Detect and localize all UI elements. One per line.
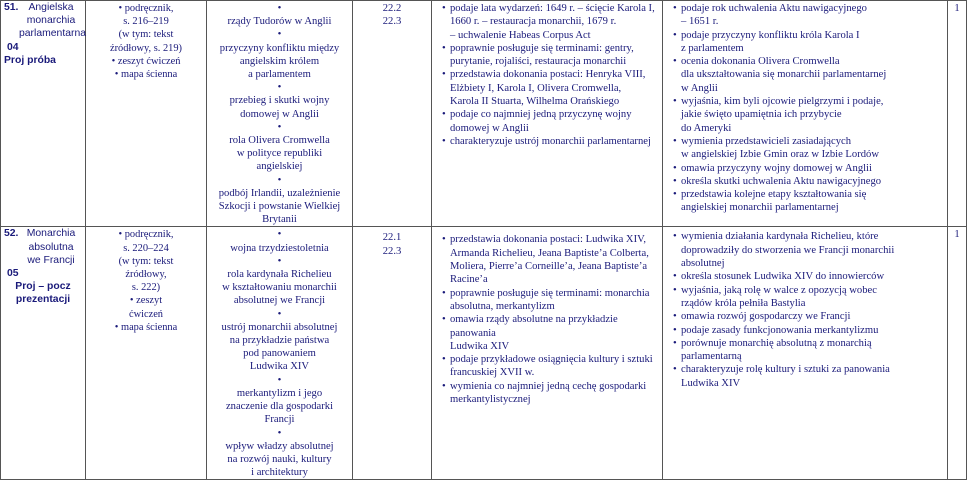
extended-requirements-list	[663, 1, 947, 215]
topic-item: na rozwój nauki, kultury	[227, 453, 332, 465]
topic-item: przebieg i skutki wojny	[229, 95, 330, 107]
hours-cell	[948, 1, 967, 227]
requirement-item: • charakteryzuje rolę kultury i sztuki za panowania	[673, 363, 945, 376]
basic-requirements-list	[432, 1, 662, 148]
requirement-item: Armanda Richelieu, Jeana Baptiste’a Colberta,	[450, 247, 649, 259]
requirement-item: Ludwika XIV	[450, 340, 510, 352]
lesson-title-line: we Francji	[27, 254, 75, 266]
requirement-item: • przedstawia dokonania postaci: Ludwika XIV,	[442, 233, 660, 246]
requirement-item: – 1651 r.	[681, 16, 719, 28]
sources-cell: • podręcznik, s. 220–224 (w tym: tekst źródłowy, s. 222) • zeszyt ćwiczeń • mapa ścienna	[86, 227, 207, 480]
requirement-item: do Ameryki	[681, 122, 732, 134]
requirement-item: • wymienia działania kardynała Richelieu, które	[673, 230, 945, 243]
lesson-cell	[1, 227, 86, 480]
requirement-item: • podaje zasady funkcjonowania merkantylizmu	[673, 324, 945, 337]
lesson-name: Proj próba	[4, 54, 56, 66]
topic-item: ustrój monarchii absolutnej	[221, 321, 338, 333]
basic-requirements-cell	[432, 1, 663, 227]
requirement-item: • określa skutki uchwalenia Aktu nawigacyjnego	[673, 175, 945, 188]
basic-requirements-list	[432, 230, 662, 406]
lesson-code: 04	[7, 41, 19, 53]
topic-item: w kształtowaniu monarchii	[222, 282, 337, 294]
topic-item: na przykładzie państwa	[229, 335, 330, 347]
source-item: ćwiczeń	[128, 308, 164, 320]
topic-item: wpływ władzy absolutnej	[225, 440, 334, 452]
requirement-item: • podaje co najmniej jedną przyczynę wojny	[442, 108, 660, 121]
hours-value: 1	[954, 229, 960, 241]
curriculum-ref: 22.2	[382, 3, 402, 14]
lesson-code: 05	[7, 268, 19, 280]
source-item: s. 220–224	[123, 242, 169, 254]
curriculum-ref: 22.1	[382, 232, 402, 244]
topic-item: Brytanii	[262, 214, 297, 226]
requirement-item: • wymienia przedstawicieli zasiadających	[673, 135, 945, 148]
source-item: zeszyt ćwiczeń	[117, 55, 181, 67]
table-row	[1, 227, 967, 480]
lesson-title-line: Angielska	[28, 2, 74, 13]
curriculum-ref: 22.3	[382, 16, 402, 28]
topic-item: pod panowaniem	[243, 348, 316, 360]
requirement-item: Elżbiety I, Karola I, Olivera Cromwella,	[450, 82, 622, 94]
source-item: źródłowy,	[125, 269, 167, 281]
requirement-item: Moliera, Pierre’a Corneille’a, Jeana Baptiste’a	[450, 261, 648, 273]
requirement-item: • podaje przyczyny konfliktu króla Karola I	[673, 29, 945, 42]
topic-item: Szkocji i powstanie Wielkiej	[218, 201, 341, 213]
topic-item: rządy Tudorów w Anglii	[227, 16, 332, 28]
topics-cell: • wojna trzydziestoletnia • rola kardynała Richelieu w kształtowaniu monarchii absolutnej we Francji • ustrój monarchii absolutnej na przykładzie państwa pod panowaniem Ludwika XIV • merkantylizm i jego znaczenie dla gospodarki Francji • wpływ władzy absolutnej na rozwój nauki, kultury i architektury	[207, 227, 353, 480]
requirement-item: • omawia rozwój gospodarczy we Francji	[673, 310, 945, 323]
lesson-name-line: prezentacji	[15, 294, 71, 306]
requirement-item: domowej w Anglii	[450, 122, 529, 134]
requirement-item: • wyjaśnia, kim byli ojcowie pielgrzymi i podaje,	[673, 95, 945, 108]
source-item: zeszyt	[136, 295, 163, 307]
requirement-item: • charakteryzuje ustrój monarchii parlamentarnej	[442, 135, 660, 148]
requirement-item: • wyjaśnia, jaką rolę w walce z opozycją wobec	[673, 284, 945, 297]
source-item: podręcznik,	[124, 3, 174, 14]
basic-requirements-cell	[432, 227, 663, 480]
lesson-number: 52.	[4, 228, 19, 240]
topic-item: w polityce republiki	[236, 148, 323, 160]
requirement-item: w Anglii	[681, 82, 718, 94]
lesson-number: 51.	[4, 2, 19, 13]
requirement-item: purytanie, rojaliści, restauracja monarchii	[450, 56, 627, 68]
requirement-item: • omawia przyczyny wojny domowej w Anglii	[673, 162, 945, 175]
hours-cell	[948, 227, 967, 480]
source-item: mapa ścienna	[120, 321, 178, 333]
topic-item: i architektury	[251, 467, 308, 479]
lesson-name-line: Proj – pocz	[15, 281, 71, 293]
requirement-item: • poprawnie posługuje się terminami: gentry,	[442, 42, 660, 55]
topics-cell: • rządy Tudorów w Anglii • przyczyny konfliktu między angielskim królem a parlamentem • przebieg i skutki wojny domowej w Anglii • rola Olivera Cromwella w polityce republiki angielskiej • podbój Irlandii, uzależnienie Szkocji i powstanie Wielkiej Brytanii	[207, 1, 353, 227]
hours-value: 1	[954, 3, 960, 14]
requirement-item: • przedstawia dokonania postaci: Henryka VIII,	[442, 68, 660, 81]
topic-item: Francji	[264, 414, 295, 426]
requirement-item: • podaje przykładowe osiągnięcia kultury i sztuki	[442, 353, 660, 366]
topic-item: wojna trzydziestoletnia	[230, 242, 329, 254]
requirement-item: • poprawnie posługuje się terminami: monarchia	[442, 287, 660, 300]
topic-item: a parlamentem	[248, 69, 311, 81]
requirement-item: rządów króla pełniła Bastylia	[681, 297, 806, 309]
topic-item: znaczenie dla gospodarki	[225, 401, 334, 413]
topic-item: angielskim królem	[239, 55, 320, 67]
requirement-item: • określa stosunek Ludwika XIV do innowierców	[673, 270, 945, 283]
source-item: s. 222)	[131, 282, 161, 294]
requirement-item: • podaje lata wydarzeń: 1649 r. – ścięcie Karola I,	[442, 2, 660, 15]
topic-item: angielskiej	[256, 161, 303, 173]
topic-item: domowej w Anglii	[240, 108, 319, 120]
requirement-item: w angielskiej Izbie Gmin oraz w Izbie Lordów	[681, 149, 879, 161]
requirement-item: • porównuje monarchię absolutną z monarchią	[673, 337, 945, 350]
topic-item: Ludwika XIV	[249, 361, 310, 373]
extended-requirements-cell	[663, 227, 948, 480]
source-item: s. 216–219	[123, 16, 169, 28]
extended-requirements-list	[663, 227, 947, 390]
lesson-title-line: monarchia	[26, 15, 76, 27]
topic-item: absolutnej we Francji	[233, 295, 326, 307]
curriculum-cell	[353, 1, 432, 227]
source-item: (w tym: tekst	[118, 255, 174, 267]
topic-item: przyczyny konfliktu między	[219, 42, 340, 54]
lesson-title-line: parlamentarna	[19, 28, 87, 40]
requirement-item: • omawia rządy absolutne na przykładzie panowania	[442, 313, 660, 340]
requirement-item: jakie święto upamiętnia ich przybycie	[681, 109, 842, 121]
topic-item: rola Olivera Cromwella	[229, 135, 330, 147]
requirement-item: Racine’a	[450, 274, 488, 286]
requirement-item: absolutna, merkantylizm	[450, 300, 555, 312]
requirement-item: Karola II Stuarta, Wilhelma Orańskiego	[450, 96, 620, 108]
requirement-item: doprowadziły do stworzenia we Francji monarchii	[681, 244, 895, 256]
table-row	[1, 1, 967, 227]
topic-item: merkantylizm i jego	[236, 387, 323, 399]
requirement-item: absolutnej	[681, 258, 725, 270]
lesson-title-line: Monarchia	[26, 228, 76, 240]
requirement-item: • podaje rok uchwalenia Aktu nawigacyjnego	[673, 2, 945, 15]
topic-item: rola kardynała Richelieu	[227, 269, 332, 281]
requirement-item: – uchwalenie Habeas Corpus Act	[450, 29, 591, 41]
source-item: źródłowy, s. 219)	[109, 42, 183, 54]
requirement-item: dla ukształtowania się monarchii parlamentarnej	[681, 69, 887, 81]
requirement-item: • wymienia co najmniej jedną cechę gospodarki	[442, 380, 660, 393]
sources-cell: • podręcznik, s. 216–219 (w tym: tekst źródłowy, s. 219) • zeszyt ćwiczeń • mapa ścienna	[86, 1, 207, 227]
curriculum-cell	[353, 227, 432, 480]
lesson-title-line: absolutna	[28, 241, 74, 253]
source-item: (w tym: tekst	[118, 29, 174, 41]
curriculum-ref: 22.3	[382, 245, 402, 257]
lesson-cell	[1, 1, 86, 227]
requirement-item: • przedstawia kolejne etapy kształtowania się	[673, 188, 945, 201]
requirement-item: 1660 r. – restauracja monarchii, 1679 r.	[450, 16, 617, 28]
requirement-item: parlamentarną	[681, 351, 742, 363]
requirement-item: • ocenia dokonania Olivera Cromwella	[673, 55, 945, 68]
requirement-item: Ludwika XIV	[681, 377, 741, 389]
extended-requirements-cell	[663, 1, 948, 227]
requirement-item: angielskiej monarchii parlamentarnej	[681, 202, 839, 214]
source-item: mapa ścienna	[120, 69, 178, 81]
requirement-item: francuskiej XVII w.	[450, 367, 535, 379]
topic-item: podbój Irlandii, uzależnienie	[218, 187, 341, 199]
source-item: podręcznik,	[124, 229, 174, 241]
requirement-item: z parlamentem	[681, 42, 744, 54]
requirement-item: merkantylistycznej	[450, 394, 531, 406]
